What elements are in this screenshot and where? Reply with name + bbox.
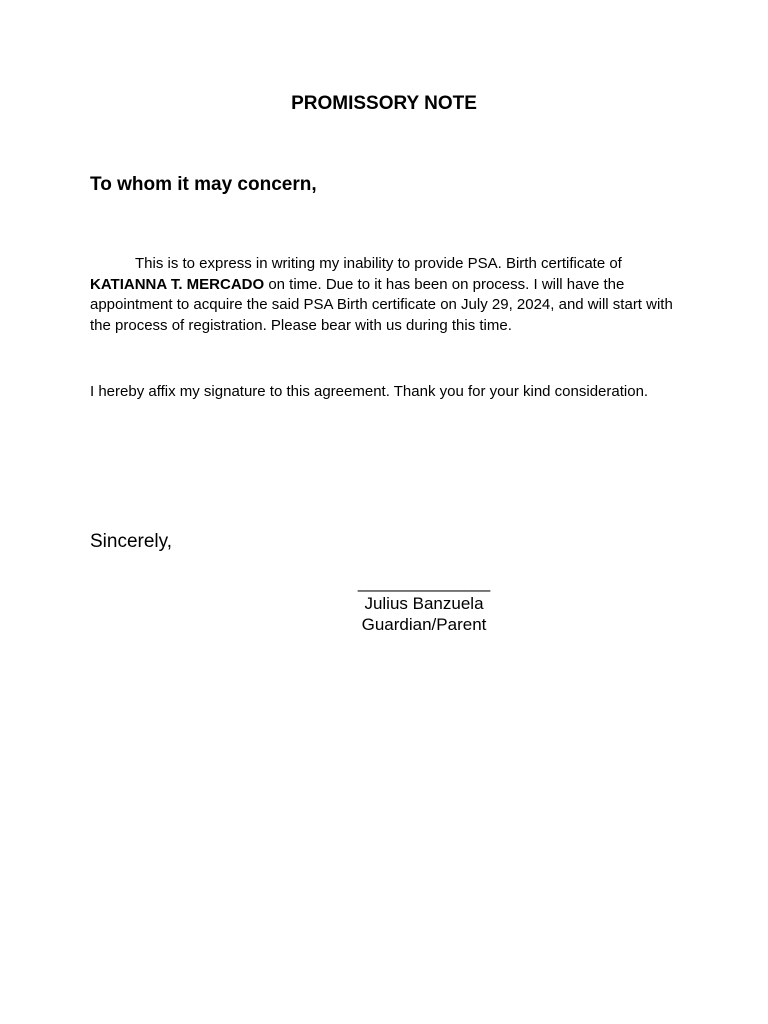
closing-paragraph: I hereby affix my signature to this agreement. Thank you for your kind consideration. <box>90 383 649 400</box>
student-name: KATIANNA T. MERCADO <box>90 275 265 293</box>
signature-line: ______________ <box>357 573 491 592</box>
salutation: To whom it may concern, <box>90 174 317 195</box>
body-intro: This is to express in writing my inability to provide PSA. Birth certificate of <box>135 255 622 272</box>
sign-off: Sincerely, <box>90 531 173 552</box>
document-title: PROMISSORY NOTE <box>291 93 477 114</box>
body-rest: on time. Due to it has been on process. I will have the appointment to acquire the said PSA Birth certificate on July 29, 2024, and will start with the process of registration. Please bear with us during this time. <box>90 275 673 334</box>
signatory-role: Guardian/Parent <box>361 615 487 634</box>
body-paragraph <box>90 254 690 336</box>
signature-block <box>350 572 498 635</box>
signatory-name: Julius Banzuela <box>364 594 484 613</box>
